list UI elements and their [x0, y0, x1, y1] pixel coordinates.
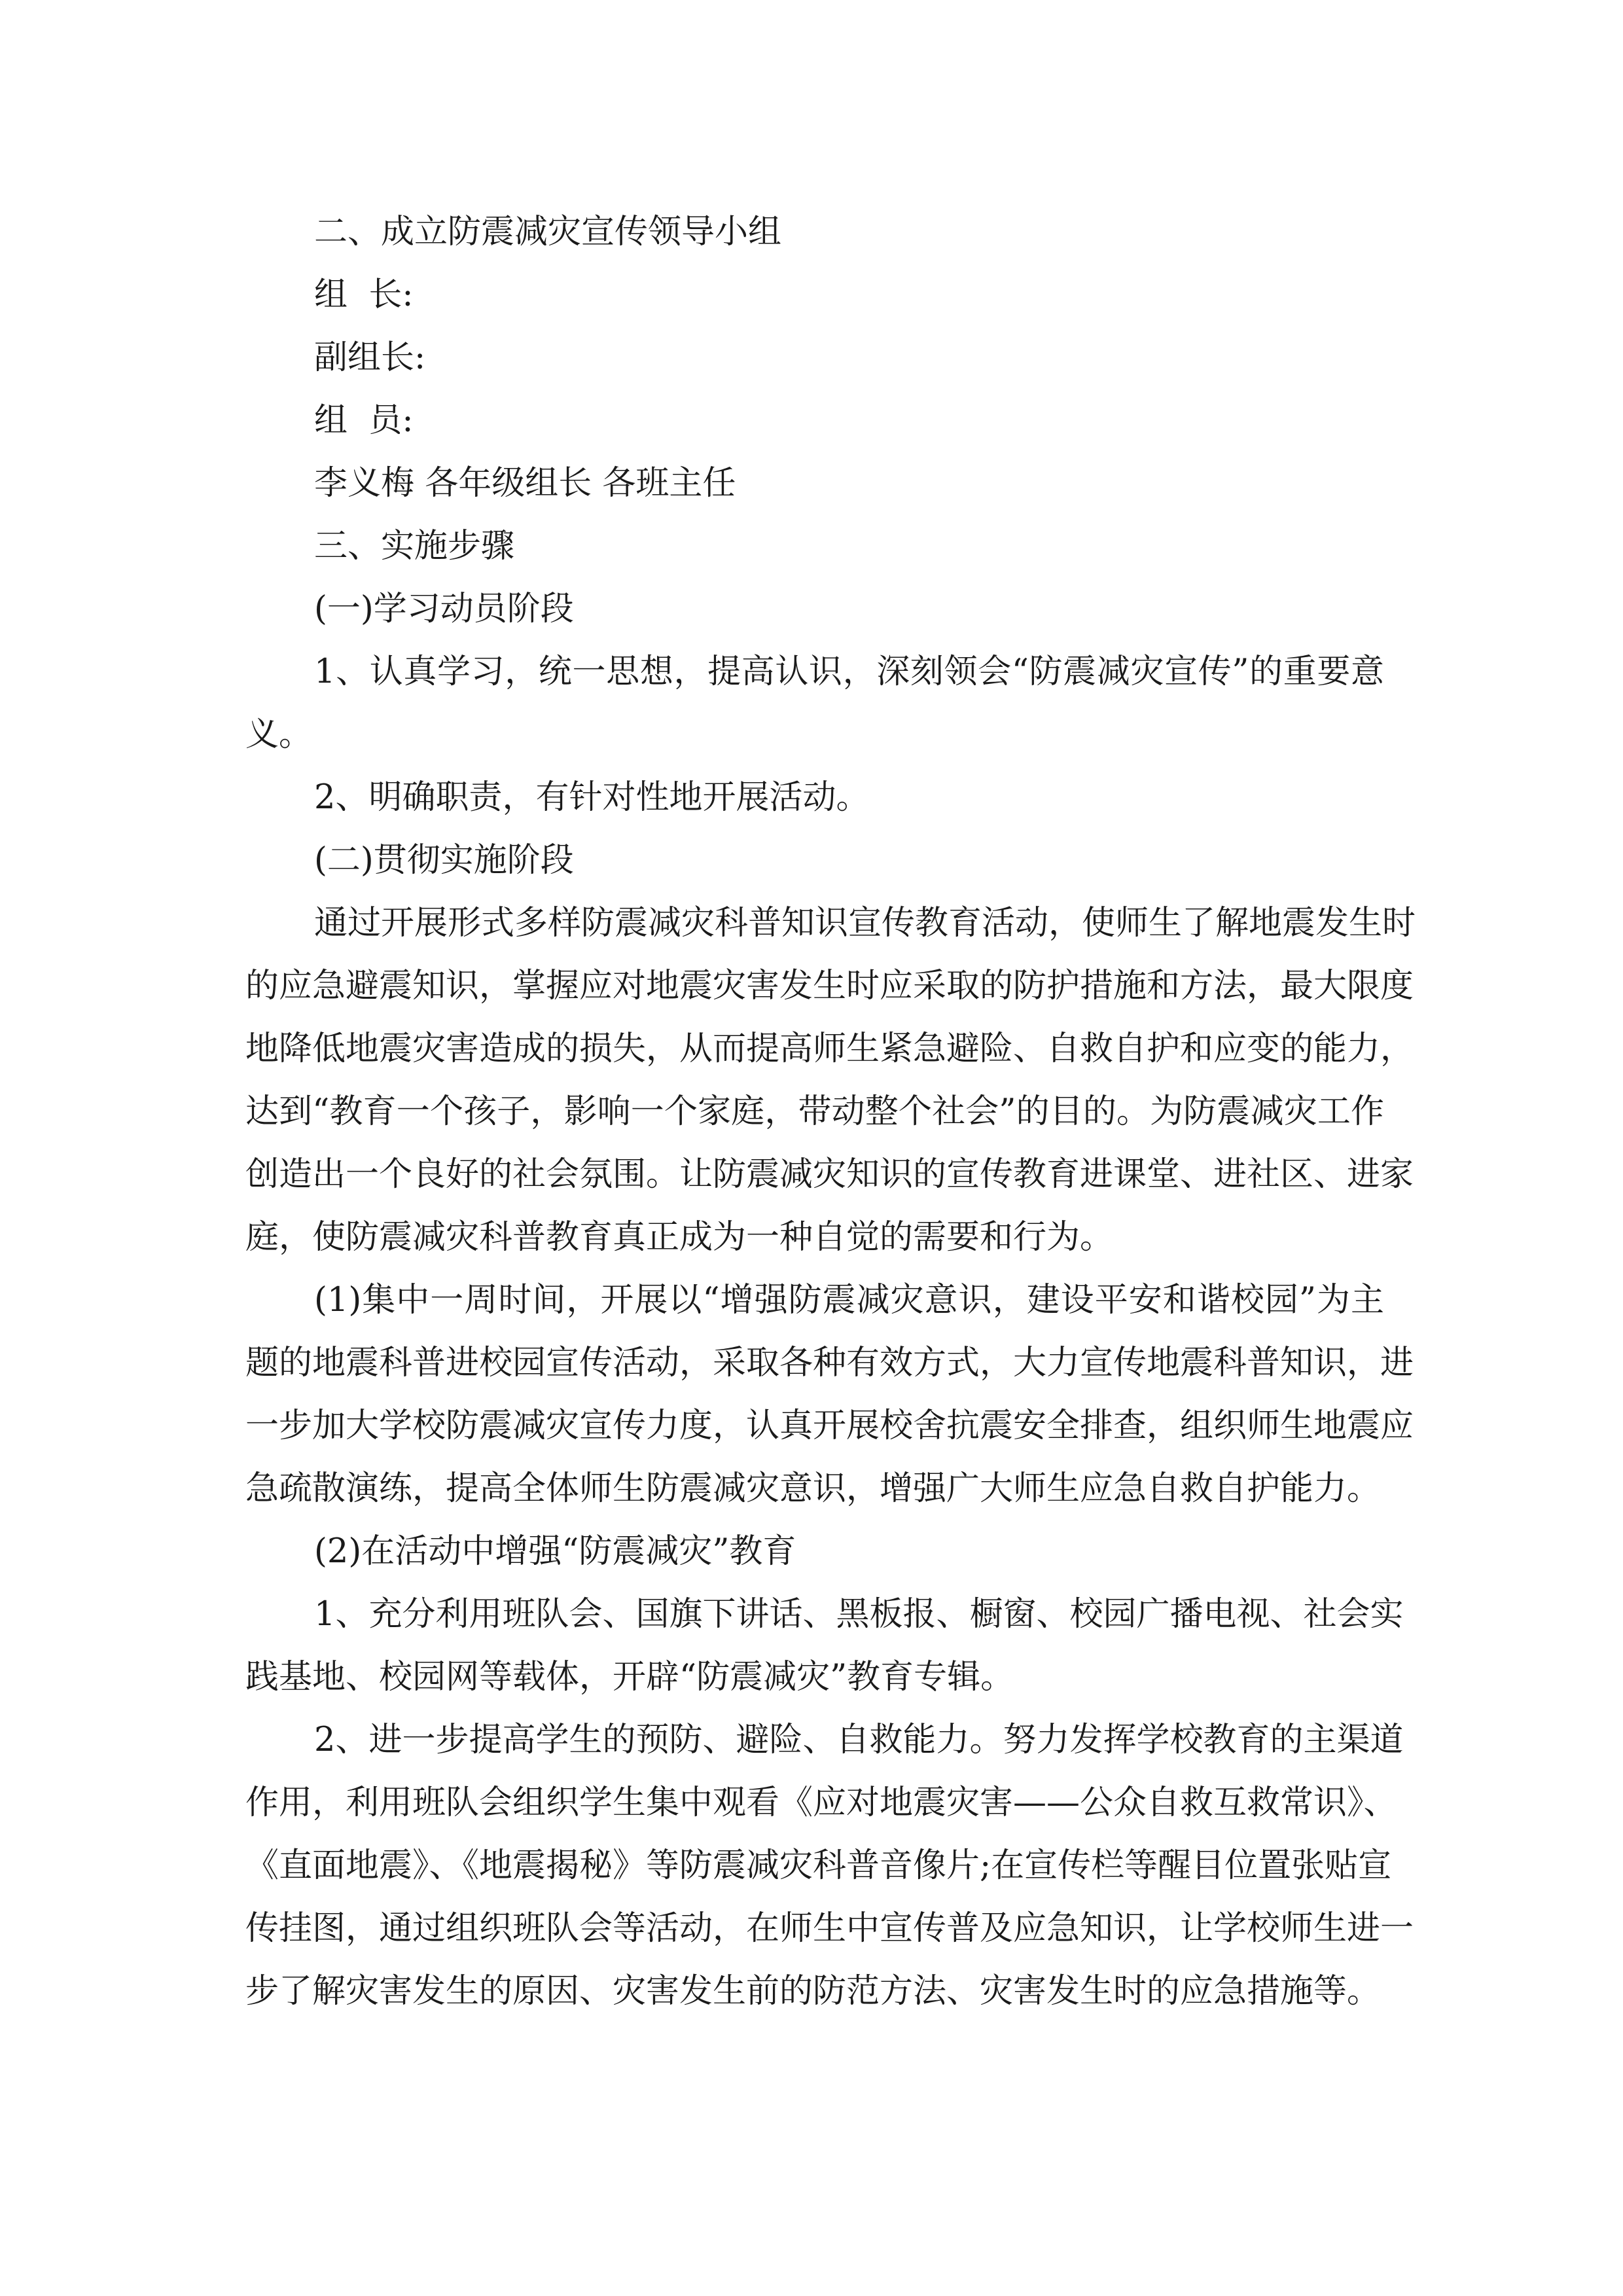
para1-line6: 庭，使防震减灾科普教育真正成为一种自觉的需要和行为。 — [245, 1218, 1114, 1257]
leader-label: 组 长: — [314, 276, 414, 314]
phase2-heading: (二)贯彻实施阶段 — [314, 841, 574, 880]
phase1-heading: (一)学习动员阶段 — [314, 590, 574, 628]
item-a-line3: 一步加大学校防震减灾宣传力度，认真开展校舍抗震安全排查，组织师生地震应 — [245, 1407, 1414, 1445]
section3-heading: 三、实施步骤 — [314, 527, 515, 565]
phase1-item1-line2: 义。 — [245, 715, 313, 754]
item-b2-line4: 传挂图，通过组织班队会等活动，在师生中宣传普及应急知识，让学校师生进一 — [245, 1909, 1414, 1948]
phase1-item1-line1: 1、认真学习，统一思想，提高认识，深刻领会“防震减灾宣传”的重要意 — [314, 653, 1384, 691]
member-names: 李义梅 各年级组长 各班主任 — [314, 464, 736, 503]
phase1-item2: 2、明确职责，有针对性地开展活动。 — [314, 778, 870, 817]
item-b2-line3: 《直面地震》、《地震揭秘》等防震减灾科普音像片;在宣传栏等醒目位置张贴宣 — [245, 1846, 1392, 1885]
section2-heading: 二、成立防震减灾宣传领导小组 — [314, 213, 782, 251]
para1-line4: 达到“教育一个孩子，影响一个家庭，带动整个社会”的目的。为防震减灾工作 — [245, 1092, 1384, 1131]
item-b2-line5: 步了解灾害发生的原因、灾害发生前的防范方法、灾害发生时的应急措施等。 — [245, 1972, 1381, 2011]
member-label: 组 员: — [314, 401, 414, 440]
item-b-heading: (2)在活动中增强“防震减灾”教育 — [314, 1532, 796, 1571]
deputy-leader-label: 副组长: — [314, 338, 426, 377]
para1-line5: 创造出一个良好的社会氛围。让防震减灾知识的宣传教育进课堂、进社区、进家 — [245, 1155, 1414, 1194]
item-b2-line2: 作用，利用班队会组织学生集中观看《应对地震灾害——公众自救互救常识》、 — [245, 1784, 1397, 1822]
item-a-line2: 题的地震科普进校园宣传活动，采取各种有效方式，大力宣传地震科普知识，进 — [245, 1344, 1414, 1382]
item-a-line1: (1)集中一周时间，开展以“增强防震减灾意识，建设平安和谐校园”为主 — [314, 1281, 1384, 1319]
item-b1-line2: 践基地、校园网等载体，开辟“防震减灾”教育专辑。 — [245, 1658, 1014, 1696]
para1-line3: 地降低地震灾害造成的损失，从而提高师生紧急避险、自救自护和应变的能力， — [245, 1030, 1414, 1068]
item-b2-line1: 2、进一步提高学生的预防、避险、自救能力。努力发挥学校教育的主渠道 — [314, 1721, 1404, 1759]
para1-line2: 的应急避震知识，掌握应对地震灾害发生时应采取的防护措施和方法，最大限度 — [245, 967, 1414, 1005]
item-a-line4: 急疏散演练，提高全体师生防震减灾意识，增强广大师生应急自救自护能力。 — [245, 1469, 1381, 1508]
para1-line1: 通过开展形式多样防震减灾科普知识宣传教育活动，使师生了解地震发生时 — [314, 904, 1416, 942]
item-b1-line1: 1、充分利用班队会、国旗下讲话、黑板报、橱窗、校园广播电视、社会实 — [314, 1595, 1404, 1634]
